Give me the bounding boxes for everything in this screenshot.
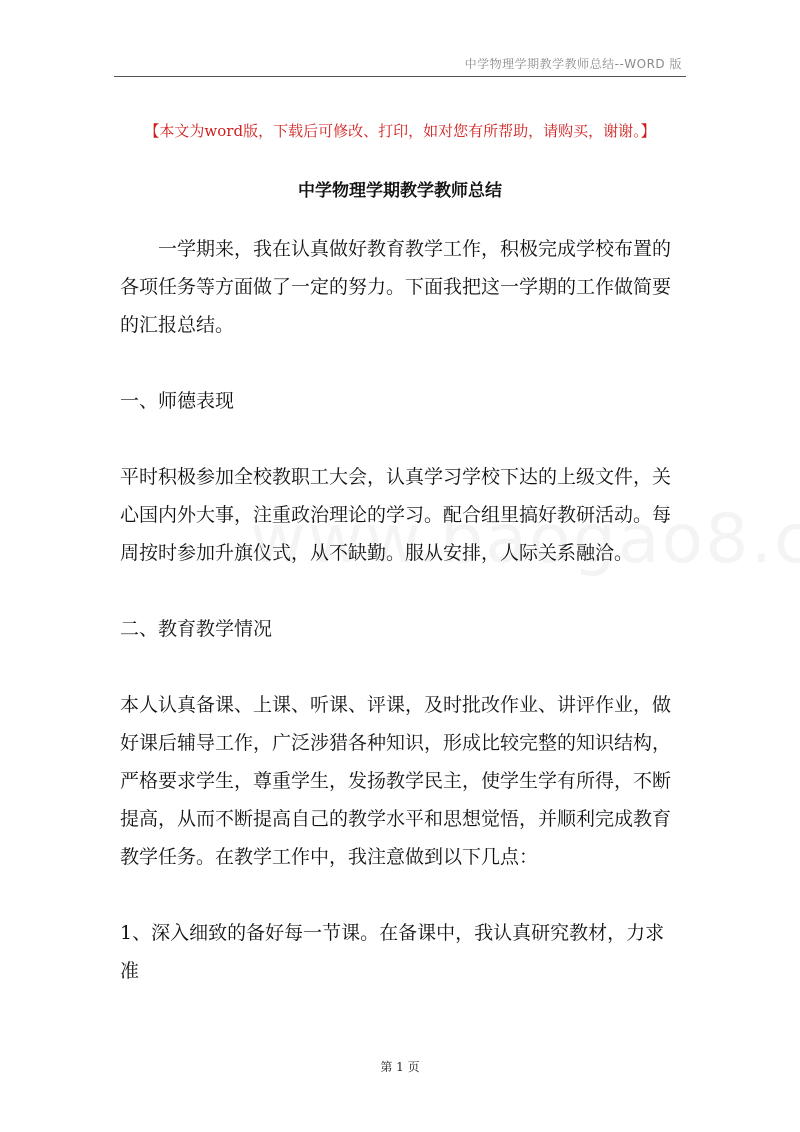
running-header: 中学物理学期教学教师总结--WORD 版	[464, 57, 682, 71]
spacer	[120, 876, 682, 914]
spacer	[120, 572, 682, 610]
numbered-point-1: 1、深入细致的备好每一节课。在备课中，我认真研究教材，力求准	[120, 922, 665, 982]
spacer	[120, 420, 682, 458]
section-heading-2: 二、教育教学情况	[120, 618, 273, 640]
intro-paragraph: 一学期来，我在认真做好教育教学工作，积极完成学校布置的各项任务等方面做了一定的努力。下面我把这一学期的工作做简要的汇报总结。	[120, 238, 672, 336]
spacer	[120, 648, 682, 686]
purchase-notice: 【本文为word版，下载后可修改、打印，如对您有所帮助，请购买，谢谢。】	[144, 122, 656, 140]
section-paragraph-1: 平时积极参加全校教职工大会，认真学习学校下达的上级文件，关心国内外大事，注重政治理论的学习。配合组里搞好教研活动。每周按时参加升旗仪式，从不缺勤。服从安排，人际关系融洽。	[120, 466, 672, 564]
document-body	[120, 230, 682, 990]
document-title: 中学物理学期教学教师总结	[298, 181, 502, 201]
spacer	[120, 344, 682, 382]
section-heading-1: 一、师德表现	[120, 390, 235, 412]
header-divider	[114, 76, 686, 77]
section-paragraph-2: 本人认真备课、上课、听课、评课，及时批改作业、讲评作业，做好课后辅导工作，广泛涉猎各种知识，形成比较完整的知识结构，严格要求学生，尊重学生，发扬教学民主，使学生学有所得，不断提高，从而不断提高自己的教学水平和思想觉悟，并顺利完成教育教学任务。在教学工作中，我注意做到以下几点：	[120, 694, 672, 868]
page-number: 第 1 页	[380, 1060, 420, 1074]
